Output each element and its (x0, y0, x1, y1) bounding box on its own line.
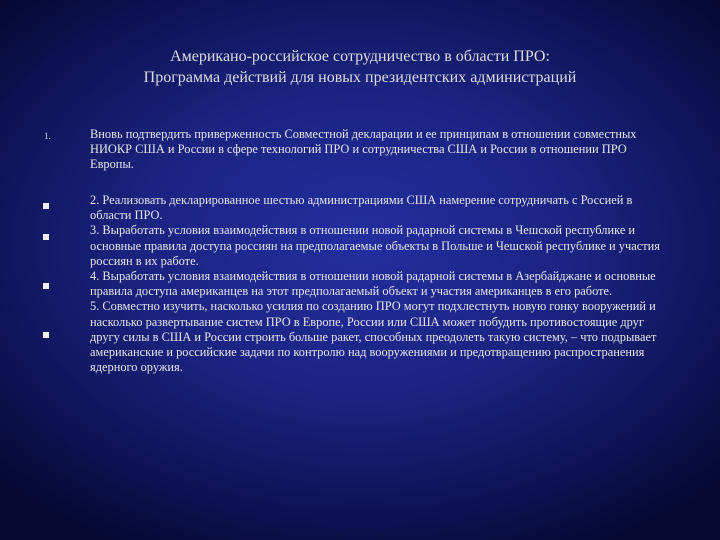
list-item-3: 3. Выработать условия взаимодействия в отношении новой радарной системы в Чешской республике и основные правила доступа россиян на предполагаемые объекты в Польше и Чешской республике и участия россиян в их работе. (90, 223, 660, 268)
title-line-1: Американо-российское сотрудничество в области ПРО: (170, 48, 550, 65)
list-body (90, 193, 670, 375)
list-number-marker: 1. (44, 131, 51, 141)
square-bullet-icon (43, 234, 49, 240)
title-line-2: Программа действий для новых президентских администраций (143, 69, 577, 86)
square-bullet-icon (43, 283, 49, 289)
list-item-1: Вновь подтвердить приверженность Совместной декларации и ее принципам в отношении совместных НИОКР США и России в сфере технологий ПРО и сотрудничества США и России в отношении ПРО Европы. (90, 127, 637, 172)
list-item-2: 2. Реализовать декларированное шестью администрациями США намерение сотрудничать с Россией в области ПРО. (90, 193, 633, 223)
square-bullet-icon (43, 203, 49, 209)
square-bullet-icon (43, 332, 49, 338)
slide-title (60, 46, 660, 88)
list-item-4: 4. Выработать условия взаимодействия в отношении новой радарной системы в Азербайджане и основные правила доступа американцев на этот предполагаемый объект и участия американцев в его работе. (90, 269, 656, 299)
list-item-5: 5. Совместно изучить, насколько усилия по созданию ПРО могут подхлестнуть новую гонку вооружений и насколько развертывание систем ПРО в Европе, России или США может побудить противостоящие друг другу силы в США и России строить больше ракет, способных преодолеть такую систему, – что подрывает американские и российские задачи по контролю над вооружениями и предотвращению распространения ядерного оружия. (90, 299, 657, 375)
